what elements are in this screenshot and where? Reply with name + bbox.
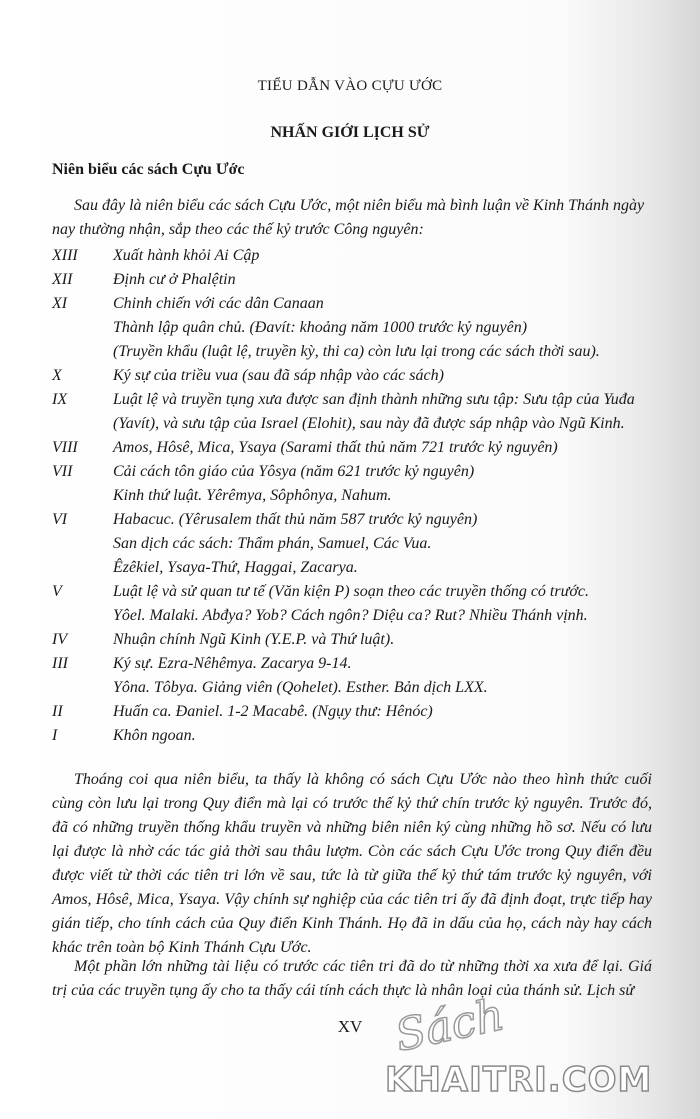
body-paragraph-1: Thoáng coi qua niên biểu, ta thấy là không có sách Cựu Ước nào theo hình thức cuối cùng còn lưu lại trong Quy điển mà lại có trước thế kỷ thứ chín trước kỷ nguyên. Trước đó, đã có những truyền thống khẩu truyền và những biên niên ký cùng những hồ sơ. Nếu có lưu lại được là nhờ các tác giả thời sau thâu lượm. Còn các sách Cựu Ước trong Quy điển đều được viết từ thời các tiên tri lớn về sau, tức là từ giữa thế kỷ thứ tám trước kỷ nguyên, với Amos, Hôsê, Mica, Ysaya. Vậy chính sự nghiệp của các tiên tri ấy đã định đoạt, trực tiếp hay gián tiếp, cho tính cách của Quy điển Kinh Thánh. Họ đã in dấu của họ, cách này hay cách khác trên toàn bộ Kinh Thánh Cựu Ước. xyxy=(52,771,652,956)
chronology-row xyxy=(0,628,700,652)
chronology-entry: Yôna. Tôbya. Giảng viên (Qohelet). Esther. Bản dịch LXX. xyxy=(113,679,488,696)
chronology-row xyxy=(0,724,700,748)
century-label: X xyxy=(52,367,62,384)
chronology-entry: Kinh thứ luật. Yêrêmya, Sôphônya, Nahum. xyxy=(113,487,392,504)
watermark-logo xyxy=(385,989,685,1110)
century-label: VI xyxy=(52,511,68,528)
century-entries xyxy=(113,700,653,724)
century-entries xyxy=(113,292,653,364)
chronology-entry: Amos, Hôsê, Mica, Ysaya (Sarami thất thủ năm 721 trước kỷ nguyên) xyxy=(113,439,558,456)
watermark-script: Sách xyxy=(390,989,509,1062)
century-label: XIII xyxy=(52,247,78,264)
century-entries xyxy=(113,244,653,268)
century-label: IV xyxy=(52,631,68,648)
century-label: XI xyxy=(52,295,68,312)
century-label: II xyxy=(52,703,63,720)
chronology-row xyxy=(0,292,700,364)
chronology-row xyxy=(0,580,700,628)
running-head: TIỂU DẪN VÀO CỰU ƯỚC xyxy=(257,78,443,94)
century-label: I xyxy=(52,727,58,744)
century-entries xyxy=(113,508,653,580)
chronology-entry: Chinh chiến với các dân Canaan xyxy=(113,295,324,312)
century-entries xyxy=(113,460,653,508)
body-paragraph-2: Một phần lớn những tài liệu có trước các tiên tri đã do từ những thời xa xưa để lại. Giá trị của các truyền tụng ấy cho ta thấy cái tính cách thực là nhân loại của thánh sử. Lịch sử xyxy=(52,958,652,999)
century-entries xyxy=(113,652,653,700)
chronology-entry: San dịch các sách: Thẩm phán, Samuel, Các Vua. xyxy=(113,535,432,552)
chronology-row xyxy=(0,364,700,388)
century-label: VIII xyxy=(52,439,78,456)
chronology-entry: Nhuận chính Ngũ Kinh (Y.E.P. và Thứ luật). xyxy=(113,631,395,648)
chronology-entry: Cải cách tôn giáo của Yôsya (năm 621 trước kỷ nguyên) xyxy=(113,463,475,480)
chronology-row xyxy=(0,268,700,292)
chronology-list xyxy=(0,244,700,748)
chronology-entry: (Yavít), và sưu tập của Israel (Elohit), sau này đã được sáp nhập vào Ngũ Kinh. xyxy=(113,415,625,432)
century-label: XII xyxy=(52,271,73,288)
watermark-brand: KHAITRI.COM xyxy=(385,1060,653,1100)
chronology-entry: Định cư ở Phalệtin xyxy=(113,271,236,288)
chronology-entry: Luật lệ và sử quan tư tế (Văn kiện P) soạn theo các truyền thống có trước. xyxy=(113,583,589,600)
chronology-entry: Huấn ca. Đaniel. 1-2 Macabê. (Ngụy thư: Hênóc) xyxy=(113,703,433,720)
chronology-row xyxy=(0,460,700,508)
century-entries xyxy=(113,580,653,628)
century-entries xyxy=(113,628,653,652)
chronology-row xyxy=(0,652,700,700)
century-entries xyxy=(113,436,653,460)
chronology-entry: Êzêkiel, Ysaya-Thứ, Haggai, Zacarya. xyxy=(113,559,358,576)
century-entries xyxy=(113,388,653,436)
century-label: V xyxy=(52,583,62,600)
chronology-entry: Khôn ngoan. xyxy=(113,727,196,744)
chronology-entry: Ký sự. Ezra-Nêhêmya. Zacarya 9-14. xyxy=(113,655,352,672)
chronology-entry: Ký sự của triều vua (sau đã sáp nhập vào các sách) xyxy=(113,367,444,384)
chronology-entry: Yôel. Malaki. Abđya? Yob? Cách ngôn? Diệu ca? Rut? Nhiều Thánh vịnh. xyxy=(113,607,588,624)
chronology-row xyxy=(0,436,700,460)
chronology-row xyxy=(0,508,700,580)
century-label: VII xyxy=(52,463,73,480)
subheading: Niên biểu các sách Cựu Ước xyxy=(52,161,245,178)
page-number: XV xyxy=(337,1017,363,1036)
chronology-entry: Xuất hành khỏi Ai Cập xyxy=(113,247,260,264)
century-entries xyxy=(113,724,653,748)
chronology-row xyxy=(0,700,700,724)
century-entries xyxy=(113,268,653,292)
chronology-entry: (Truyền khẩu (luật lệ, truyền kỳ, thi ca) còn lưu lại trong các sách thời sau). xyxy=(113,343,600,360)
chronology-entry: Thành lập quân chủ. (Đavít: khoảng năm 1000 trước kỷ nguyên) xyxy=(113,319,528,336)
intro-paragraph: Sau đây là niên biểu các sách Cựu Ước, một niên biểu mà bình luận về Kinh Thánh ngày nay thường nhận, sắp theo các thế kỷ trước Công nguyên: xyxy=(52,197,645,238)
chronology-entry: Luật lệ và truyền tụng xưa được san định thành những sưu tập: Sưu tập của Yuđa xyxy=(113,391,635,408)
century-entries xyxy=(113,364,653,388)
century-label: III xyxy=(52,655,68,672)
century-label: IX xyxy=(52,391,68,408)
chronology-row xyxy=(0,388,700,436)
chronology-row xyxy=(0,244,700,268)
chronology-entry: Habacuc. (Yêrusalem thất thủ năm 587 trước kỷ nguyên) xyxy=(113,511,478,528)
section-title: NHẤN GIỚI LỊCH SỬ xyxy=(270,124,430,141)
